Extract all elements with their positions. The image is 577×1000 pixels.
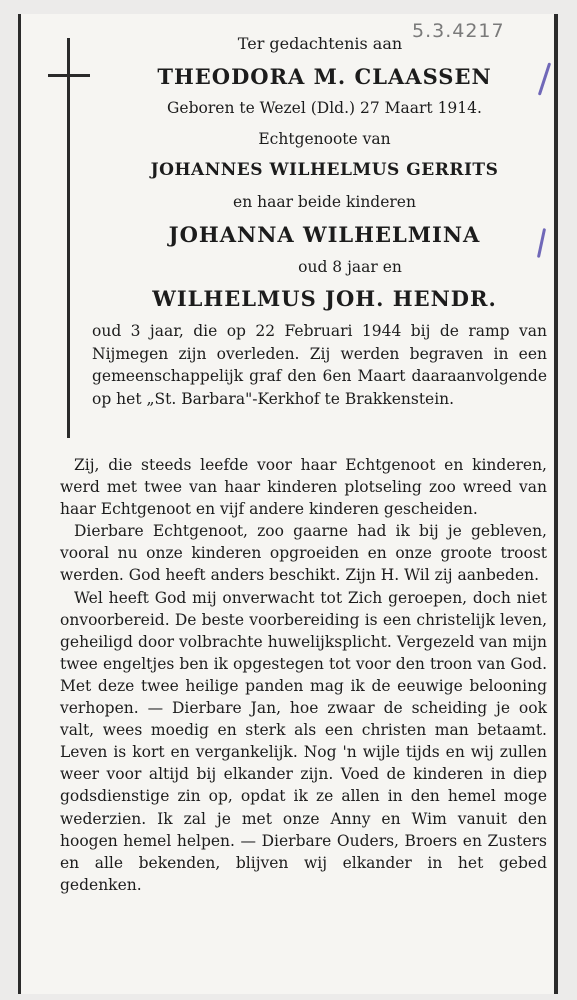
- child1-name: JOHANNA WILHELMINA: [168, 222, 481, 247]
- spouse-intro: Echtgenoote van: [258, 130, 391, 148]
- cross-icon-bar: [48, 74, 90, 77]
- tribute-paragraph-3: Wel heeft God mij onverwacht tot Zich geroepen, doch niet onvoorbereid. De beste voorbereiding is een christelijk leven, geheiligd door volbrachte huwelijksplicht. Vergezeld van mijn twee engeltjes ben ik opgestegen tot voor den troon van God. Met deze twee heilige panden mag ik de eeuwige belooning verhopen. — Dierbare Jan, hoe zwaar de scheiding je ook valt, wees moedig en sterk als een christen man betaamt. Leven is kort en vergankelijk. Nog 'n wijle tijds en wij zullen weer voor altijd bij elkander zijn. Voed de kinderen in diep godsdienstige zin op, opdat ik ze allen in den hemel moge wederzien. Ik zal je met onze Anny en Wim vanuit den hoogen hemel helpen. — Dierbare Ouders, Broers en Zusters en alle bekenden, blijven wij elkander in het gebed gedenken.: [60, 588, 547, 894]
- spouse-name: JOHANNES WILHELMUS GERRITS: [150, 160, 499, 180]
- tribute-paragraph-1: Zij, die steeds leefde voor haar Echtgenoot en kinderen, werd met twee van haar kinderen plotseling zoo wreed van haar Echtgenoot en vijf andere kinderen gescheiden.: [60, 456, 547, 519]
- birth-line: Geboren te Wezel (Dld.) 27 Maart 1914.: [167, 99, 482, 117]
- children-intro: en haar beide kinderen: [233, 193, 416, 211]
- intro-line: Ter gedachtenis aan: [237, 34, 403, 53]
- child1-age: oud 8 jaar en: [298, 258, 402, 276]
- tribute-text: [60, 454, 547, 896]
- deceased-name: THEODORA M. CLAASSEN: [157, 64, 492, 89]
- death-notice: oud 3 jaar, die op 22 Februari 1944 bij de ramp van Nijmegen zijn overleden. Zij werden begraven in een gemeenschappelijk graf den 6en Maart daaraanvolgende op het „St. Barbara"-Kerkhof te Brakkenstein.: [92, 322, 547, 409]
- child2-name: WILHELMUS JOH. HENDR.: [152, 286, 497, 311]
- tribute-paragraph-2: Dierbare Echtgenoot, zoo gaarne had ik bij je gebleven, vooral nu onze kinderen opgroeiden en onze groote troost werden. God heeft anders beschikt. Zijn H. Wil zij aanbeden.: [60, 522, 547, 585]
- archive-number: 5.3.4217: [412, 20, 505, 42]
- cross-icon: [67, 38, 70, 438]
